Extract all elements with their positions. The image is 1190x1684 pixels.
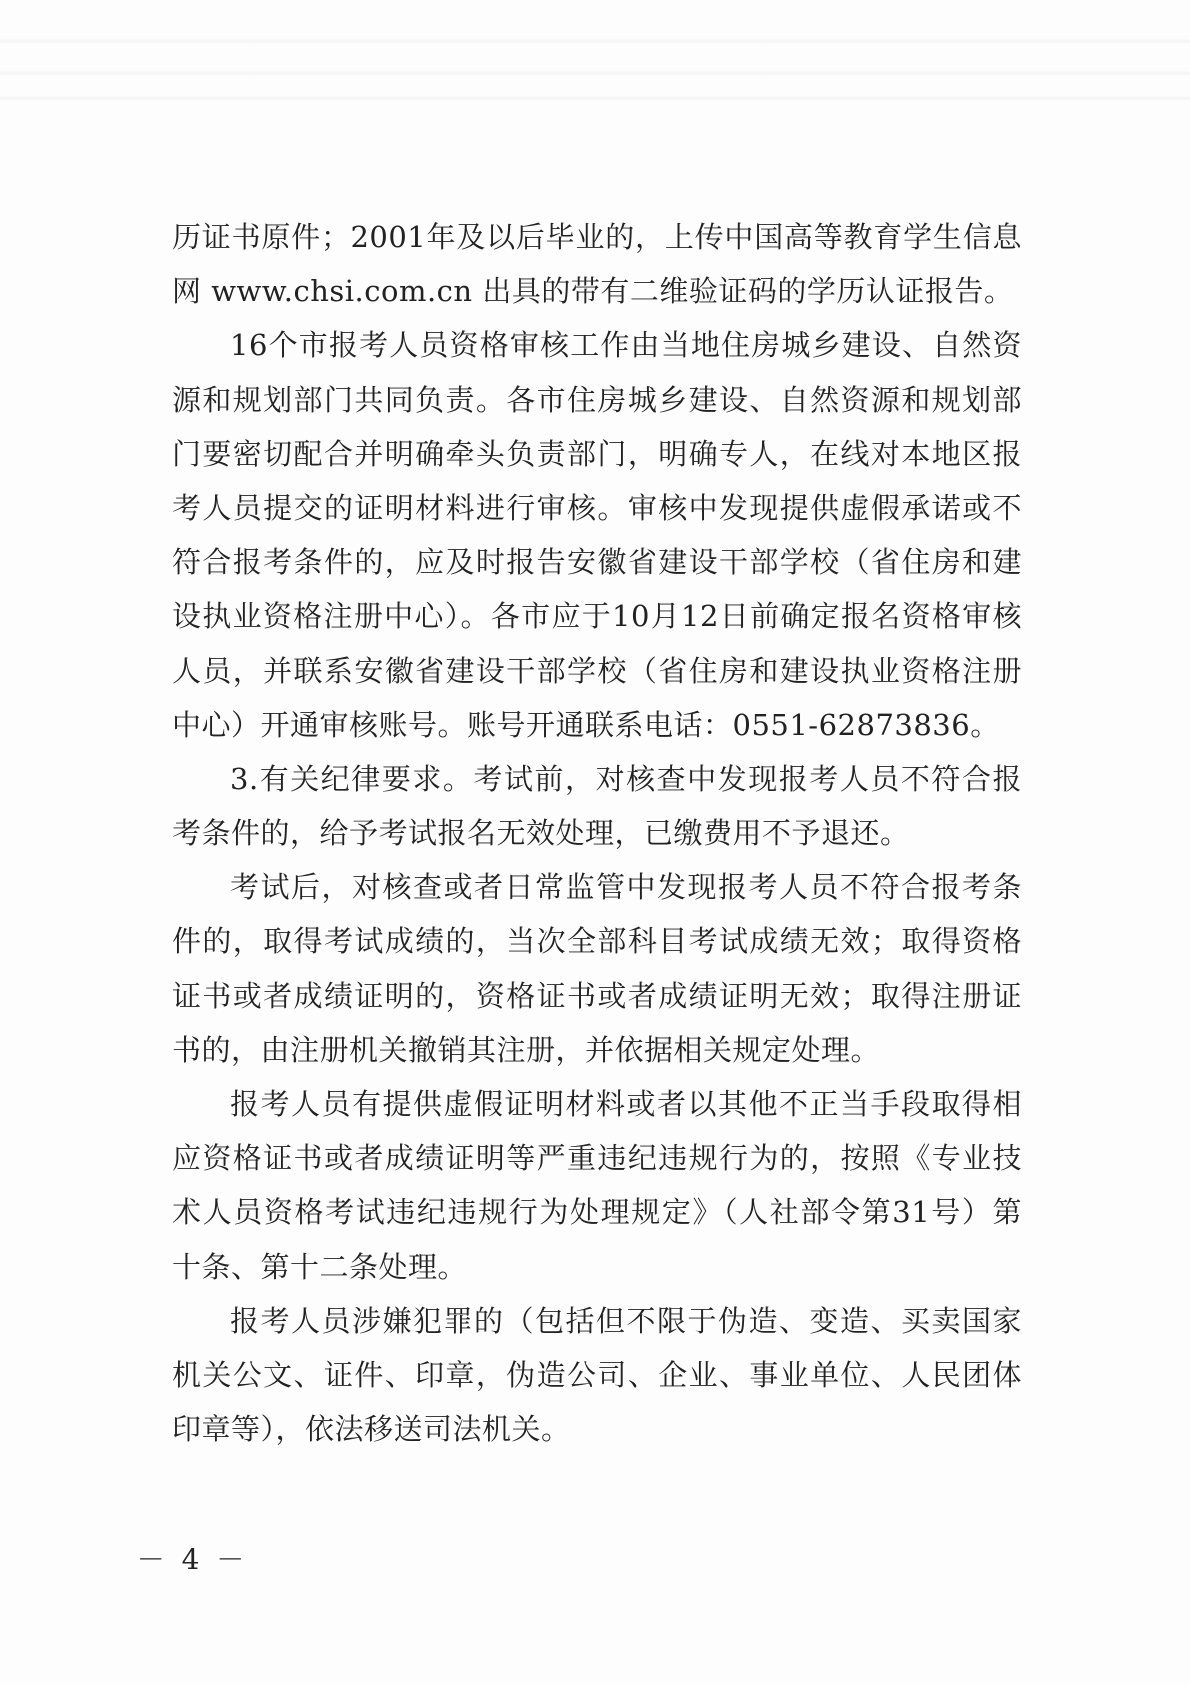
text-line: 门要密切配合并明确牵头负责部门，明确专人，在线对本地区报	[172, 436, 1022, 471]
text-line: 印章等），依法移送司法机关。	[172, 1412, 571, 1447]
scan-artifact	[0, 38, 1190, 44]
text-line: 件的，取得考试成绩的，当次全部科目考试成绩无效；取得资格	[172, 924, 1022, 959]
text-line: 人员，并联系安徽省建设干部学校（省住房和建设执业资格注册	[172, 653, 1022, 688]
text-line: 考条件的，给予考试报名无效处理，已缴费用不予退还。	[172, 816, 910, 851]
body-text	[172, 210, 1022, 1456]
page-number: － 4 －	[136, 1543, 249, 1576]
text-line: 网 www.chsi.com.cn 出具的带有二维验证码的学历认证报告。	[172, 274, 1014, 309]
scan-artifact	[0, 70, 1190, 76]
text-line: 术人员资格考试违纪违规行为处理规定》（人社部令第31号）第	[172, 1195, 1022, 1230]
text-line: 报考人员有提供虚假证明材料或者以其他不正当手段取得相	[230, 1087, 1022, 1121]
text-line: 符合报考条件的，应及时报告安徽省建设干部学校（省住房和建	[172, 545, 1022, 580]
text-line: 机关公文、证件、印章，伪造公司、企业、事业单位、人民团体	[172, 1357, 1022, 1392]
text-line: 中心）开通审核账号。账号开通联系电话：0551-62873836。	[172, 707, 1000, 742]
text-line: 历证书原件；2001年及以后毕业的，上传中国高等教育学生信息	[172, 220, 1022, 254]
text-line: 3.有关纪律要求。考试前，对核查中发现报考人员不符合报	[230, 761, 1022, 796]
scan-artifact	[0, 95, 1190, 101]
text-line: 16个市报考人员资格审核工作由当地住房城乡建设、自然资	[230, 328, 1022, 363]
text-line: 考人员提交的证明材料进行审核。审核中发现提供虚假承诺或不	[172, 490, 1022, 525]
text-line: 报考人员涉嫌犯罪的（包括但不限于伪造、变造、买卖国家	[230, 1303, 1022, 1338]
text-line: 十条、第十二条处理。	[172, 1249, 468, 1284]
text-line: 源和规划部门共同负责。各市住房城乡建设、自然资源和规划部	[172, 382, 1022, 417]
text-line: 设执业资格注册中心）。各市应于10月12日前确定报名资格审核	[172, 599, 1022, 634]
text-line: 证书或者成绩证明的，资格证书或者成绩证明无效；取得注册证	[172, 978, 1022, 1013]
text-line: 书的，由注册机关撤销其注册，并依据相关规定处理。	[172, 1032, 881, 1067]
text-line: 应资格证书或者成绩证明等严重违纪违规行为的，按照《专业技	[172, 1141, 1022, 1176]
text-line: 考试后，对核查或者日常监管中发现报考人员不符合报考条	[230, 870, 1022, 905]
